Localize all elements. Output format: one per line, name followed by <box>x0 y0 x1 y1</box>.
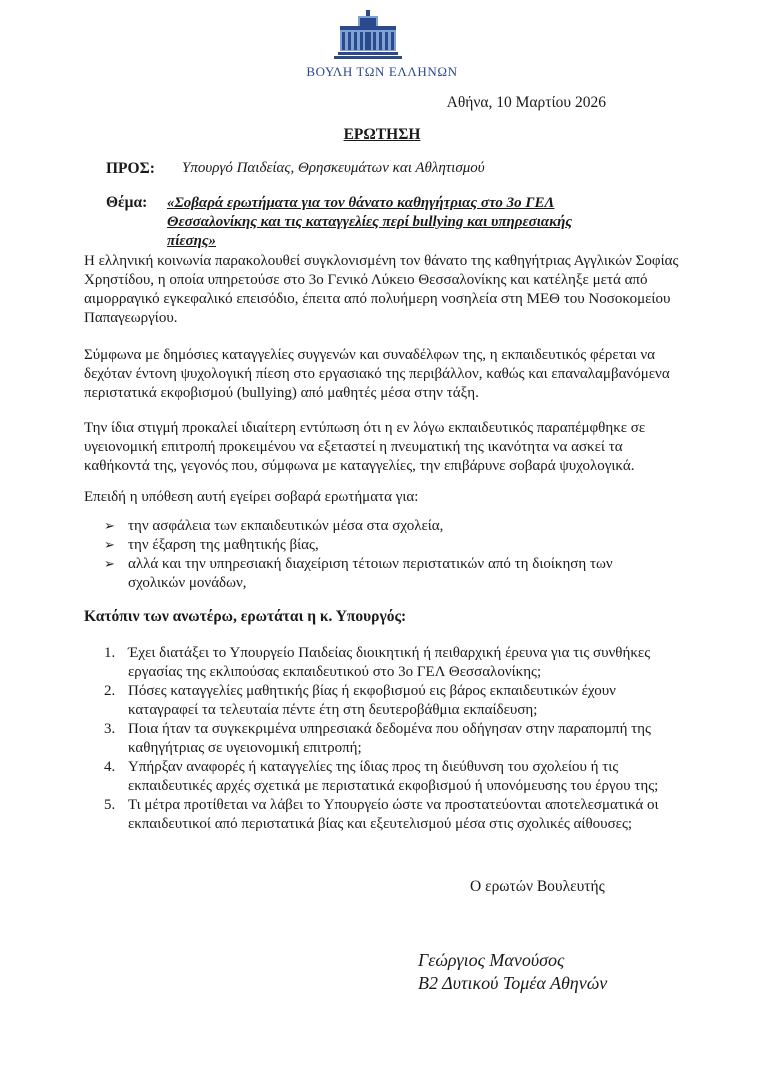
bullet-text: την ασφάλεια των εκπαιδευτικών μέσα στα σχολεία, <box>128 518 444 534</box>
questions-list <box>104 644 664 834</box>
arrow-bullet-icon: ➢ <box>104 538 115 553</box>
paragraph-1: Η ελληνική κοινωνία παρακολουθεί συγκλονισμένη τον θάνατο της καθηγήτριας Αγγλικών Σοφίας Χρηστίδου, η οποία υπηρετούσε στο 3ο Γενικό Λύκειο Θεσσαλονίκης και κατέληξε μετά από αιμορραγικό εγκεφαλικό επεισόδιο, έπειτα από πολυήμερη νοσηλεία στη ΜΕΘ του Νοσοκομείου Παπαγεωργίου. <box>84 253 679 326</box>
question-text: Υπήρξαν αναφορές ή καταγγελίες της ίδιας προς τη διεύθυνση του σχολείου ή τις εκπαιδευτικές αρχές σχετικά με περιστατικά εκφοβισμού ή υπονόμευσης του έργου της; <box>128 759 659 794</box>
signature-constituency: Β2 Δυτικού Τομέα Αθηνών <box>418 973 608 993</box>
paragraph-3: Την ίδια στιγμή προκαλεί ιδιαίτερη εντύπωση ότι η εν λόγω εκπαιδευτικός παραπέμφθηκε σε υγειονομική επιτροπή προκειμένου να εξεταστεί η πνευματική της ικανότητα να ασκεί τα καθήκοντά της, γεγονός που, σύμφωνα με καταγγελίες, την επιβάρυνε σοβαρά ψυχολογικά. <box>84 420 646 474</box>
question-text: Τι μέτρα προτίθεται να λάβει το Υπουργείο ώστε να προστατεύονται αποτελεσματικά οι εκπαιδευτικοί από περιστατικά βίας και εξευτελισμού μέσα στις σχολικές αίθουσες; <box>128 797 659 832</box>
signature-role: Ο ερωτών Βουλευτής <box>470 878 605 895</box>
bullet-item <box>104 536 664 555</box>
document-title: ΕΡΩΤΗΣΗ <box>343 126 421 143</box>
question-text: Πόσες καταγγελίες μαθητικής βίας ή εκφοβισμού εις βάρος εκπαιδευτικών έχουν καταγραφεί τα τελευταία πέντε έτη στη δευτεροβάθμια εκπαίδευση; <box>128 683 616 718</box>
arrow-bullet-icon: ➢ <box>104 519 115 534</box>
subject-label: Θέμα: <box>106 194 148 211</box>
question-number: 4. <box>104 759 116 775</box>
bullet-list <box>104 517 664 593</box>
date-line: Αθήνα, 10 Μαρτίου 2026 <box>446 94 606 111</box>
question-number: 5. <box>104 797 116 813</box>
question-item <box>104 682 664 720</box>
arrow-bullet-icon: ➢ <box>104 557 115 572</box>
bullet-item <box>104 517 664 536</box>
question-text: Ποια ήταν τα συγκεκριμένα υπηρεσιακά δεδομένα που οδήγησαν στην παραπομπή της καθηγήτριας σε υγειονομική επιτροπή; <box>128 721 651 756</box>
question-item <box>104 796 664 834</box>
question-item <box>104 758 664 796</box>
paragraph-4: Επειδή η υπόθεση αυτή εγείρει σοβαρά ερωτήματα για: <box>84 489 419 505</box>
subject-value: «Σοβαρά ερωτήματα για τον θάνατο καθηγήτριας στο 3ο ΓΕΛ Θεσσαλονίκης και τις καταγγελίες περί bullying και υπηρεσιακής πίεσης» <box>167 195 573 249</box>
question-item <box>104 720 664 758</box>
bullet-text: αλλά και την υπηρεσιακή διαχείριση τέτοιων περιστατικών από τη διοίκηση των σχολικών μονάδων, <box>128 556 613 591</box>
paragraph-2: Σύμφωνα με δημόσιες καταγγελίες συγγενών και συναδέλφων της, η εκπαιδευτικός φέρεται να δεχόταν έντονη ψυχολογική πίεση στο εργασιακό της περιβάλλον, καθώς και επαναλαμβανόμενα περιστατικά εκφοβισμού (bullying) από μαθητές μέσα στην τάξη. <box>84 347 670 401</box>
bullet-item <box>104 555 664 593</box>
institution-name: ΒΟΥΛΗ ΤΩΝ ΕΛΛΗΝΩΝ <box>306 64 458 79</box>
question-number: 3. <box>104 721 116 737</box>
bullet-text: την έξαρση της μαθητικής βίας, <box>128 537 319 553</box>
question-number: 2. <box>104 683 116 699</box>
questions-heading: Κατόπιν των ανωτέρω, ερωτάται η κ. Υπουργός: <box>84 608 407 625</box>
signature-name: Γεώργιος Μανούσος <box>418 950 565 970</box>
question-item <box>104 644 664 682</box>
question-number: 1. <box>104 645 116 661</box>
parliament-building-icon <box>328 8 408 60</box>
to-value: Υπουργό Παιδείας, Θρησκευμάτων και Αθλητισμού <box>182 160 485 176</box>
to-label: ΠΡΟΣ: <box>106 160 155 177</box>
question-text: Έχει διατάξει το Υπουργείο Παιδείας διοικητική ή πειθαρχική έρευνα για τις συνθήκες εργασίας της εκλιπούσας εκπαιδευτικού στο 3ο ΓΕΛ Θεσσαλονίκης; <box>128 645 651 680</box>
